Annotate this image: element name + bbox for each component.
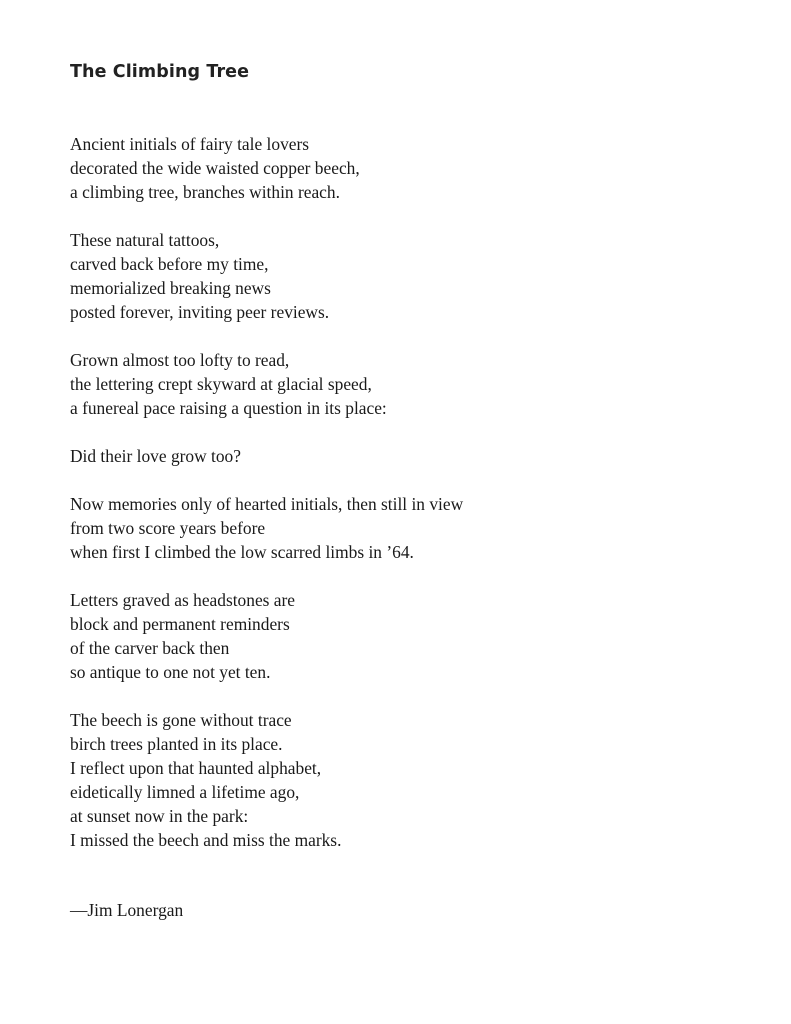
poem-line: Letters graved as headstones are [70,590,296,610]
poem-line: Did their love grow too? [70,446,241,466]
poem-line: decorated the wide waisted copper beech, [70,158,360,178]
poem-line: of the carver back then [70,638,230,658]
stanza [70,132,463,204]
poem-line: so antique to one not yet ten. [70,662,271,682]
stanza [70,444,463,468]
poem-body [70,132,463,876]
poem-line: from two score years before [70,518,266,538]
poem-line: when first I climbed the low scarred limbs in ’64. [70,542,414,562]
stanza [70,348,463,420]
stanza [70,588,463,684]
poem-line: carved back before my time, [70,254,269,274]
poem-line: memorialized breaking news [70,278,271,298]
poem-line: the lettering crept skyward at glacial speed, [70,374,372,394]
poem-line: Grown almost too lofty to read, [70,350,290,370]
poem-line: block and permanent reminders [70,614,290,634]
poem-line: Now memories only of hearted initials, then still in view [70,494,464,514]
poem-title: The Climbing Tree [70,62,250,82]
stanza [70,492,463,564]
poem-line: a funereal pace raising a question in its place: [70,398,387,418]
poem-line: Ancient initials of fairy tale lovers [70,134,310,154]
stanza [70,228,463,324]
poem-line: eidetically limned a lifetime ago, [70,782,300,802]
poem-line: birch trees planted in its place. [70,734,283,754]
poem-author: —Jim Lonergan [70,900,184,920]
poem-line: at sunset now in the park: [70,806,249,826]
poem-line: I reflect upon that haunted alphabet, [70,758,322,778]
stanza [70,708,463,852]
poem-line: The beech is gone without trace [70,710,292,730]
poem-line: I missed the beech and miss the marks. [70,830,342,850]
poem-line: a climbing tree, branches within reach. [70,182,340,202]
poem-line: These natural tattoos, [70,230,220,250]
poem-line: posted forever, inviting peer reviews. [70,302,330,322]
